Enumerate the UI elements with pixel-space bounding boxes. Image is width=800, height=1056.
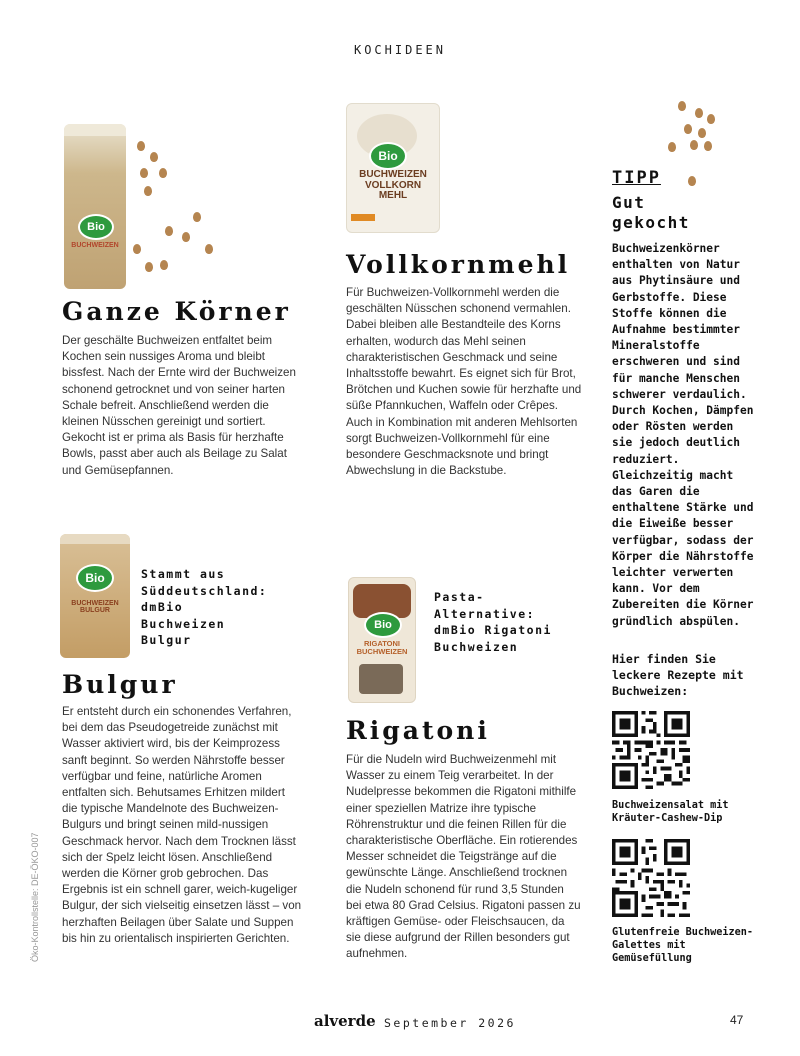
- bio-badge: Bio: [76, 564, 114, 592]
- buckwheat-kernels-package: [64, 124, 126, 289]
- kernel-icon: [688, 176, 696, 186]
- bio-badge: Bio: [78, 214, 114, 240]
- bulgur-package: [60, 534, 130, 658]
- ganze-koerner-body: Der geschälte Buchweizen entfaltet beim Kochen sein nussiges Aroma und bleibt bissfest. Nach der Ernte wird der Buchweizen schonend getrocknet und von seiner harten Schale befreit. Anschließend werden die kleinen Nüsschen gereinigt und sortiert. Gekocht ist er prima als Basis für herzhafte Bowls, passt aber auch als Beilage zu Salat und Gemüsepfannen.: [62, 334, 296, 477]
- rigatoni-body: Für die Nudeln wird Buchweizenmehl mit Wasser zu einem Teig verarbeitet. In der Nudelpresse bekommen die Rigatoni mithilfe einer speziellen Matrize ihre typische Röhrenstruktur und die feinen Rillen für die charakteristische Oberfläche. Ein rotierendes Messer schneidet die Teigstränge auf die gewünschte Länge. Anschließend trocknen die Nudeln schonend für rund 3,5 Stunden bei etwa 80 Grad Celsius. Rigatoni passen zu kräftigen Gemüse- oder Fleischsaucen, da sie diese aufgrund der Rillen besonders gut aufnehmen.: [346, 753, 581, 961]
- package-seal: [64, 124, 126, 136]
- qr-code-icon[interactable]: [612, 839, 690, 917]
- kernel-icon: [690, 140, 698, 150]
- recipes-intro: Hier finden Sie leckere Rezepte mit Buchweizen:: [612, 652, 744, 699]
- kernel-icon: [668, 142, 676, 152]
- kernel-icon: [150, 152, 158, 162]
- bio-badge: Bio: [364, 612, 402, 638]
- kernel-icon: [133, 244, 141, 254]
- buckwheat-flour-package: [346, 103, 440, 233]
- package-label: BUCHWEIZEN VOLLKORN MEHL: [359, 169, 427, 201]
- rigatoni-title: Rigatoni: [346, 716, 490, 745]
- section-label: KOCHIDEEN: [353, 43, 447, 57]
- kernel-icon: [704, 141, 712, 151]
- eco-control-note: Öko-Kontrollstelle: DE-ÖKO-007: [30, 832, 40, 962]
- bio-badge: Bio: [369, 142, 407, 170]
- ganze-koerner-title: Ganze Körner: [62, 297, 291, 326]
- package-label: BUCHWEIZEN: [71, 242, 119, 249]
- rigatoni-caption: Pasta-Alternative: dmBio Rigatoni Buchweizen: [434, 590, 552, 654]
- bulgur-title: Bulgur: [62, 670, 178, 699]
- bulgur-caption: Stammt aus Süddeutschland: dmBio Buchweizen Bulgur: [141, 567, 268, 647]
- pasta-window: [359, 664, 403, 694]
- vollkornmehl-title: Vollkornmehl: [346, 250, 571, 279]
- vollkornmehl-body: Für Buchweizen-Vollkornmehl werden die geschälten Nüsschen schonend vermahlen. Dabei bleiben alle Bestandteile des Korns erhalten, wodurch das Mehl seinen charakteristischen Geschmack und seine Inhaltsstoffe bewahrt. Es eignet sich für Brot, Brötchen und Kuchen sowie für herzhafte und süße Pfannkuchen, Waffeln oder Crêpes. Auch in Kombination mit anderen Mehlsorten sorgt Buchweizen-Vollkornmehl für eine besondere Geschmacksnote und bringt Abwechslung in die Backstube.: [346, 286, 582, 478]
- kernel-icon: [140, 168, 148, 178]
- kernel-icon: [137, 141, 145, 151]
- kernel-icon: [678, 101, 686, 111]
- kernel-icon: [205, 244, 213, 254]
- page-number: 47: [730, 1013, 744, 1027]
- kernel-icon: [145, 262, 153, 272]
- package-seal: [60, 534, 130, 544]
- package-label: RIGATONI BUCHWEIZEN: [356, 639, 408, 656]
- kernel-icon: [684, 124, 692, 134]
- kernel-icon: [159, 168, 167, 178]
- kernel-icon: [144, 186, 152, 196]
- kernel-icon: [160, 260, 168, 270]
- package-label: BUCHWEIZEN BULGUR: [71, 600, 119, 615]
- kernel-icon: [182, 232, 190, 242]
- tipp-label: TIPP: [612, 168, 661, 188]
- package-tag: [351, 214, 375, 221]
- issue-date: September 2026: [384, 1016, 516, 1030]
- tipp-body: Buchweizenkörner enthalten von Natur aus Phytinsäure und Gerbstoffe. Diese Stoffe können die Aufnahme bestimmter Mineralstoffe erschweren und sind für manche Menschen schwerer verdaulich. Durch Kochen, Dämpfen oder Rösten werden sie jedoch deutlich reduziert. Gleichzeitig macht das Garen die enthaltene Stärke und die Eiweiße besser verfügbar, sodass der Körper die Nährstoffe leichter verwerten kann. Vor dem Zubereiten die Körner gründlich abspülen.: [612, 242, 754, 628]
- brand-logo: alverde: [314, 1012, 376, 1030]
- tipp-heading: Gut gekocht: [612, 193, 690, 232]
- kernel-icon: [695, 108, 703, 118]
- qr1-caption: Buchweizensalat mit Kräuter-Cashew-Dip: [612, 800, 729, 824]
- kernel-icon: [165, 226, 173, 236]
- qr-code-icon[interactable]: [612, 711, 690, 789]
- kernel-icon: [707, 114, 715, 124]
- qr2-caption: Glutenfreie Buchweizen-Galettes mit Gemüsefüllung: [612, 927, 754, 964]
- kernel-icon: [698, 128, 706, 138]
- kernel-icon: [193, 212, 201, 222]
- rigatoni-package: [348, 577, 416, 703]
- bulgur-body: Er entsteht durch ein schonendes Verfahren, bei dem das Pseudogetreide zunächst mit Wasser aktiviert wird, bis der Keimprozess sanft beginnt. So werden Nährstoffe besser verfügbar und feine, natürliche Aromen entfalten sich. Behutsames Erhitzen mildert die typische Mandelnote des Buchweizen-Bulgurs und bringt seinen mild-nussigen Geschmack hervor. Nach dem Trocknen lässt sich der Spelz leicht lösen. Anschließend werden die Körner grob gebrochen. Das Ergebnis ist ein schnell garer, weich-kugeliger Bulgur, der sich vielseitig einsetzen lässt – von herzhaften Beilagen über Salate und Suppen bis hin zu orientalisch inspirierten Gerichten.: [62, 705, 302, 945]
